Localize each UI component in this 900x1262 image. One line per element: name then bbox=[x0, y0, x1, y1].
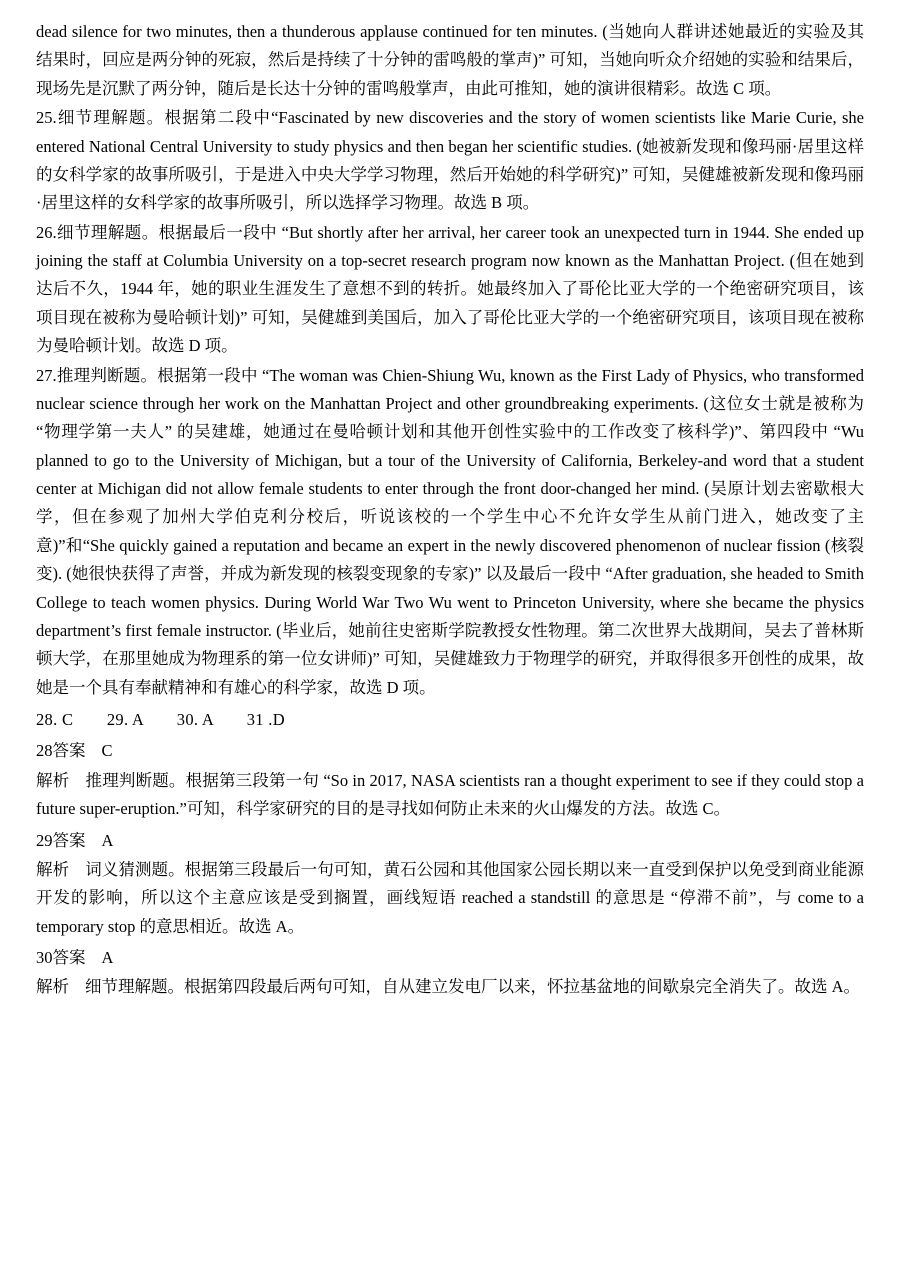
analysis-label-28: 解析 bbox=[36, 770, 70, 790]
analysis-29 bbox=[36, 856, 864, 941]
paragraph-question-26: 26.细节理解题。根据最后一段中 “But shortly after her arrival, her career took an unexpected turn in 1944. She ended up joining the staff at Columbia University on a top-secret research program now known as the Manhattan Project. (但在她到达后不久，1944 年，她的职业生涯发生了意想不到的转折。她最终加入了哥伦比亚大学的一个绝密研究项目，该项目现在被称为曼哈顿计划)” 可知，吴健雄到美国后，加入了哥伦比亚大学的一个绝密研究项目，该项目现在被称为曼哈顿计划。故选 D 项。 bbox=[36, 222, 864, 356]
answer-head-label-29: 29答案 bbox=[36, 830, 86, 850]
answer-value-28: C bbox=[101, 741, 113, 761]
analysis-label-29: 解析 bbox=[36, 859, 70, 879]
answer-head-label-28: 28答案 bbox=[36, 741, 86, 761]
paragraph-24-continued: dead silence for two minutes, then a thunderous applause continued for ten minutes. (当她向人群讲述她最近的实验及其结果时，回应是两分钟的死寂，然后是持续了十分钟的雷鸣般的掌声)” 可知，当她向听众介绍她的实验和结果后，现场先是沉默了两分钟，随后是长达十分钟的雷鸣般掌声，由此可推知，她的演讲很精彩。故选 C 项。 bbox=[36, 22, 864, 98]
analysis-text-29: 词义猜测题。根据第三段最后一句可知，黄石公园和其他国家公园长期以来一直受到保护以免受到商业能源开发的影响，所以这个主意应该是受到搁置，画线短语 reached a standstill 的意思是 “停滞不前”，与 come to a temporary stop 的意思相近。故选 A。 bbox=[36, 859, 865, 936]
analysis-28 bbox=[36, 767, 864, 824]
answer-head-label-30: 30答案 bbox=[36, 948, 86, 967]
answer-value-29: A bbox=[101, 830, 114, 850]
answer-value-30: A bbox=[101, 948, 114, 967]
answer-key-line: 28. C 29. A 30. A 31 .D bbox=[36, 710, 285, 729]
answer-head-28 bbox=[36, 737, 864, 765]
analysis-30 bbox=[36, 973, 864, 1001]
answer-head-29 bbox=[36, 827, 864, 855]
paragraph-question-27: 27.推理判断题。根据第一段中 “The woman was Chien-Shiung Wu, known as the First Lady of Physics, who transformed nuclear science through her work on the Manhattan Project and other groundbreaking experiments. (这位女士就是被称为 “物理学第一夫人” 的吴建雄，她通过在曼哈顿计划和其他开创性实验中的工作改变了核科学)”、第四段中 “Wu planned to go to the University of Michigan, but a tour of the University of California, Berkeley-and word that a student center at Michigan did not allow female students to enter through the front door-changed her mind. (吴原计划去密歇根大学，但在参观了加州大学伯克利分校后，听说该校的一个学生中心不允许女学生从前门进入，她改变了主意)”和“She quickly gained a reputation and became an expert in the newly discovered phenomenon of nuclear fission (核裂变). (她很快获得了声誉，并成为新发现的核裂变现象的专家)” 以及最后一段中 “After graduation, she headed to Smith College to teach women physics. During World War Two Wu went to Princeton University, where she became the physics department’s first female instructor. (毕业后，她前往史密斯学院教授女性物理。第二次世界大战期间，吴去了普林斯顿大学，在那里她成为物理系的第一位女讲师)” 可知，吴健雄致力于物理学的研究，并取得很多开创性的成果，故她是一个具有奉献精神和有雄心的科学家，故选 D 项。 bbox=[36, 365, 864, 697]
analysis-text-28: 推理判断题。根据第三段第一句 “So in 2017, NASA scientists ran a thought experiment to see if they could stop a future super-eruption.”可知，科学家研究的目的是寻找如何防止未来的火山爆发的方法。故选 C。 bbox=[36, 770, 865, 819]
paragraph-question-25: 25.细节理解题。根据第二段中“Fascinated by new discoveries and the story of women scientists like Marie Curie, she entered National Central University to study physics and then began her scientific studies. (她被新发现和像玛丽·居里这样的女科学家的故事所吸引，于是进入中央大学学习物理，然后开始她的科学研究)” 可知，吴健雄被新发现和像玛丽·居里这样的女科学家的故事所吸引，所以选择学习物理。故选 B 项。 bbox=[36, 108, 864, 213]
analysis-label-30: 解析 bbox=[36, 977, 69, 997]
answer-head-30 bbox=[36, 944, 864, 972]
analysis-text-30: 细节理解题。根据第四段最后两句可知，自从建立发电厂以来，怀拉基盆地的间歇泉完全消失了。故选 A。 bbox=[85, 977, 861, 997]
